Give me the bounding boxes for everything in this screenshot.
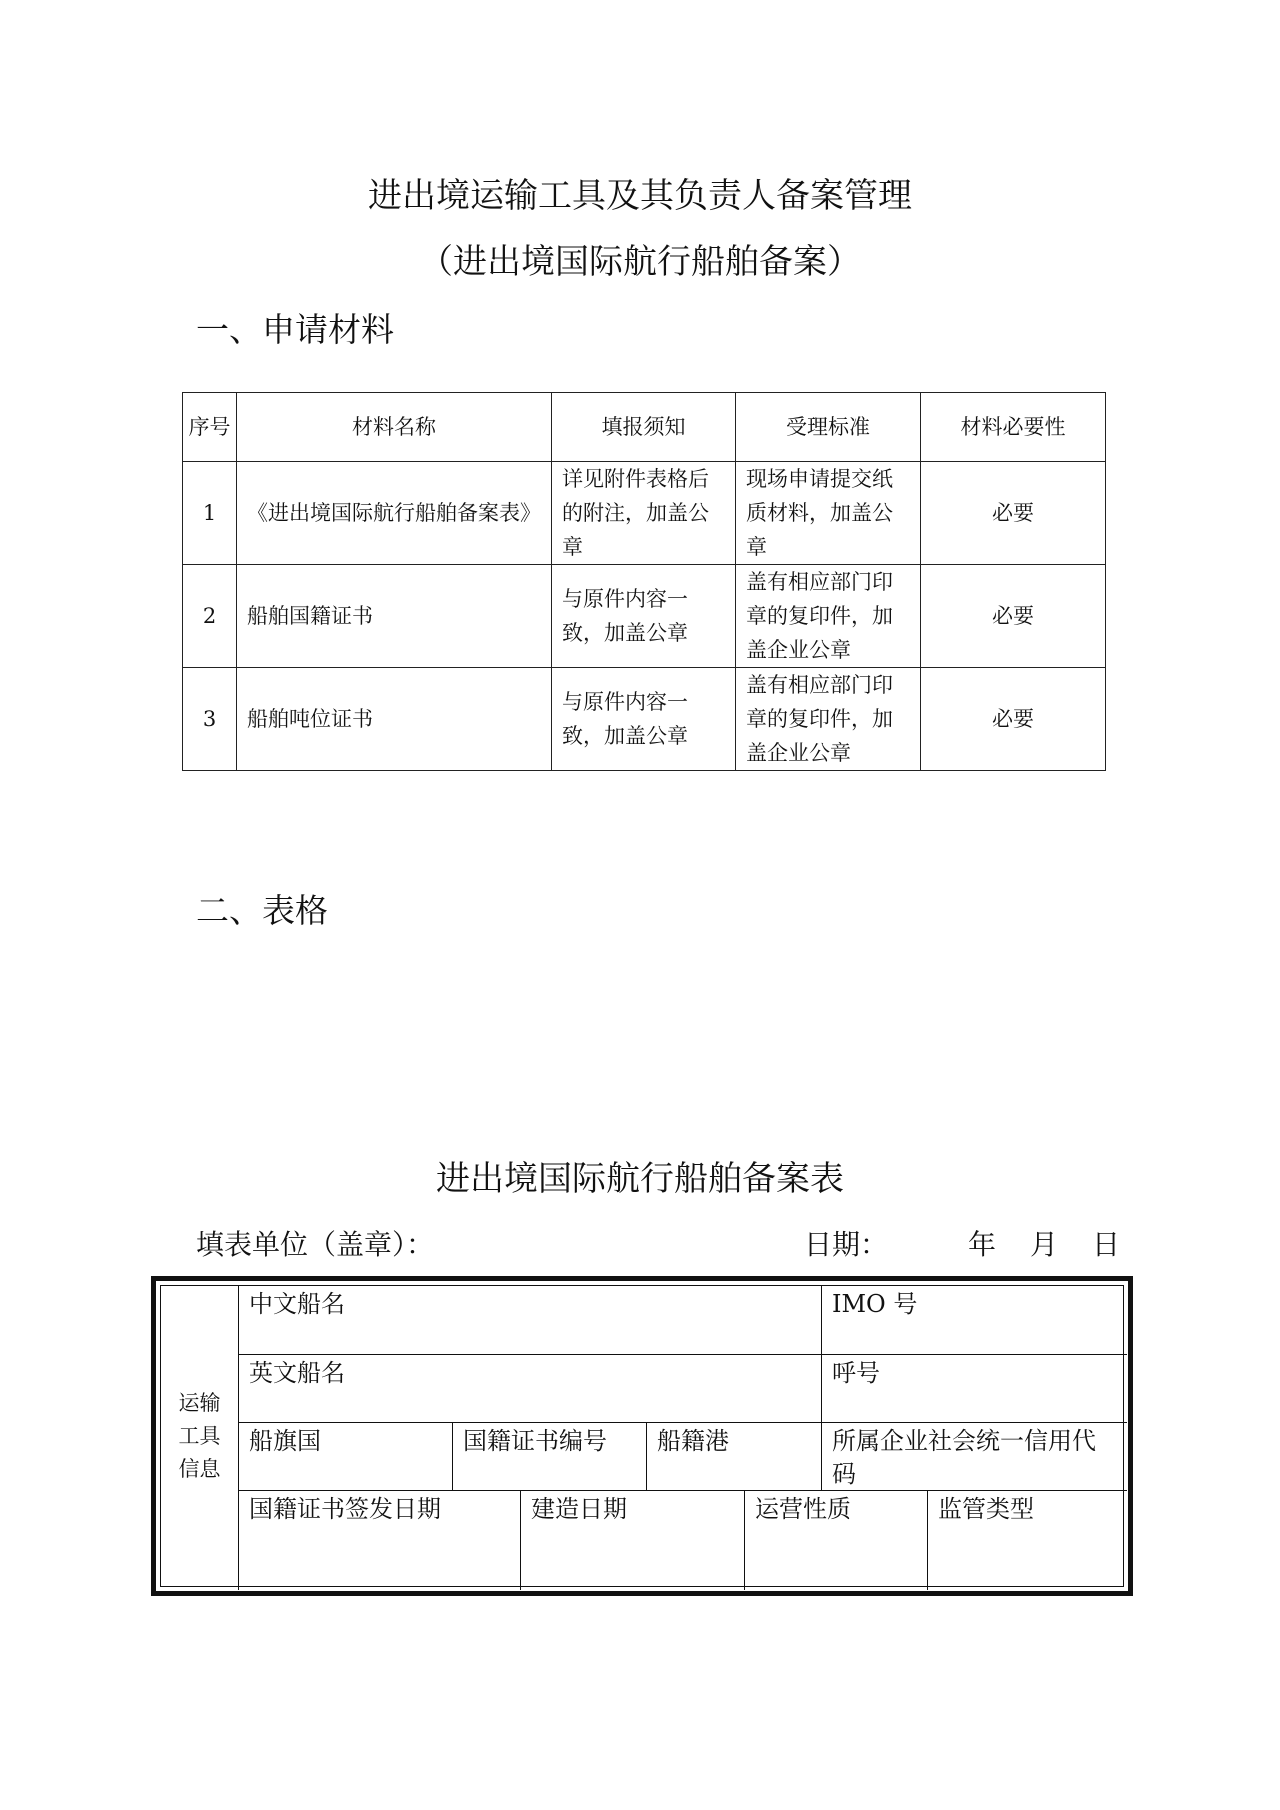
field-flag-state[interactable]: 船旗国 (238, 1422, 452, 1490)
row-instructions: 与原件内容一致，加盖公章 (552, 668, 736, 771)
row-instructions: 详见附件表格后的附注，加盖公章 (552, 462, 736, 565)
header-material-name: 材料名称 (237, 393, 552, 462)
row-necessity: 必要 (921, 668, 1106, 771)
field-english-ship-name[interactable]: 英文船名 (238, 1354, 821, 1422)
header-index: 序号 (183, 393, 237, 462)
table-header-row (183, 393, 1106, 462)
row-necessity: 必要 (921, 462, 1106, 565)
header-acceptance: 受理标准 (736, 393, 921, 462)
materials-table (182, 392, 1106, 771)
fill-unit-label: 填表单位（盖章）： (196, 1228, 435, 1261)
row-index: 1 (183, 462, 237, 565)
row-material-name: 船舶吨位证书 (237, 668, 552, 771)
table-row (183, 462, 1106, 565)
date-month-label: 月 (1030, 1228, 1059, 1261)
header-necessity: 材料必要性 (921, 393, 1106, 462)
date-label: 日期： (804, 1228, 889, 1261)
field-build-date[interactable]: 建造日期 (520, 1490, 744, 1590)
document-title: 进出境运输工具及其负责人备案管理 (368, 176, 912, 216)
document-subtitle: （进出境国际航行船舶备案） (419, 242, 861, 282)
table-row (183, 668, 1106, 771)
table-row (183, 565, 1106, 668)
row-acceptance: 盖有相应部门印章的复印件，加盖企业公章 (736, 668, 921, 771)
form-title: 进出境国际航行船舶备案表 (436, 1159, 844, 1199)
row-acceptance: 盖有相应部门印章的复印件，加盖企业公章 (736, 565, 921, 668)
row-index: 3 (183, 668, 237, 771)
section-heading-forms: 二、表格 (196, 891, 328, 930)
transport-info-label: 运输工具信息 (178, 1390, 221, 1481)
field-port-of-registry[interactable]: 船籍港 (646, 1422, 821, 1490)
header-instructions: 填报须知 (552, 393, 736, 462)
row-material-name: 《进出境国际航行船舶备案表》 (237, 462, 552, 565)
field-certificate-issue-date[interactable]: 国籍证书签发日期 (238, 1490, 520, 1590)
section-heading-materials: 一、申请材料 (196, 310, 394, 349)
ship-record-form (151, 1276, 1133, 1596)
field-chinese-ship-name[interactable]: 中文船名 (238, 1286, 821, 1354)
field-imo-number[interactable]: IMO 号 (821, 1286, 1127, 1354)
field-operation-type[interactable]: 运营性质 (744, 1490, 927, 1590)
field-supervision-type[interactable]: 监管类型 (927, 1490, 1127, 1590)
row-necessity: 必要 (921, 565, 1106, 668)
field-call-sign[interactable]: 呼号 (821, 1354, 1127, 1422)
field-credit-code[interactable]: 所属企业社会统一信用代码 (821, 1422, 1127, 1490)
field-nationality-certificate-number[interactable]: 国籍证书编号 (452, 1422, 646, 1490)
date-year-label: 年 (968, 1228, 997, 1261)
row-material-name: 船舶国籍证书 (237, 565, 552, 668)
row-index: 2 (183, 565, 237, 668)
form-inner-frame (160, 1285, 1124, 1587)
date-day-label: 日 (1092, 1228, 1121, 1261)
row-acceptance: 现场申请提交纸质材料，加盖公章 (736, 462, 921, 565)
row-instructions: 与原件内容一致，加盖公章 (552, 565, 736, 668)
